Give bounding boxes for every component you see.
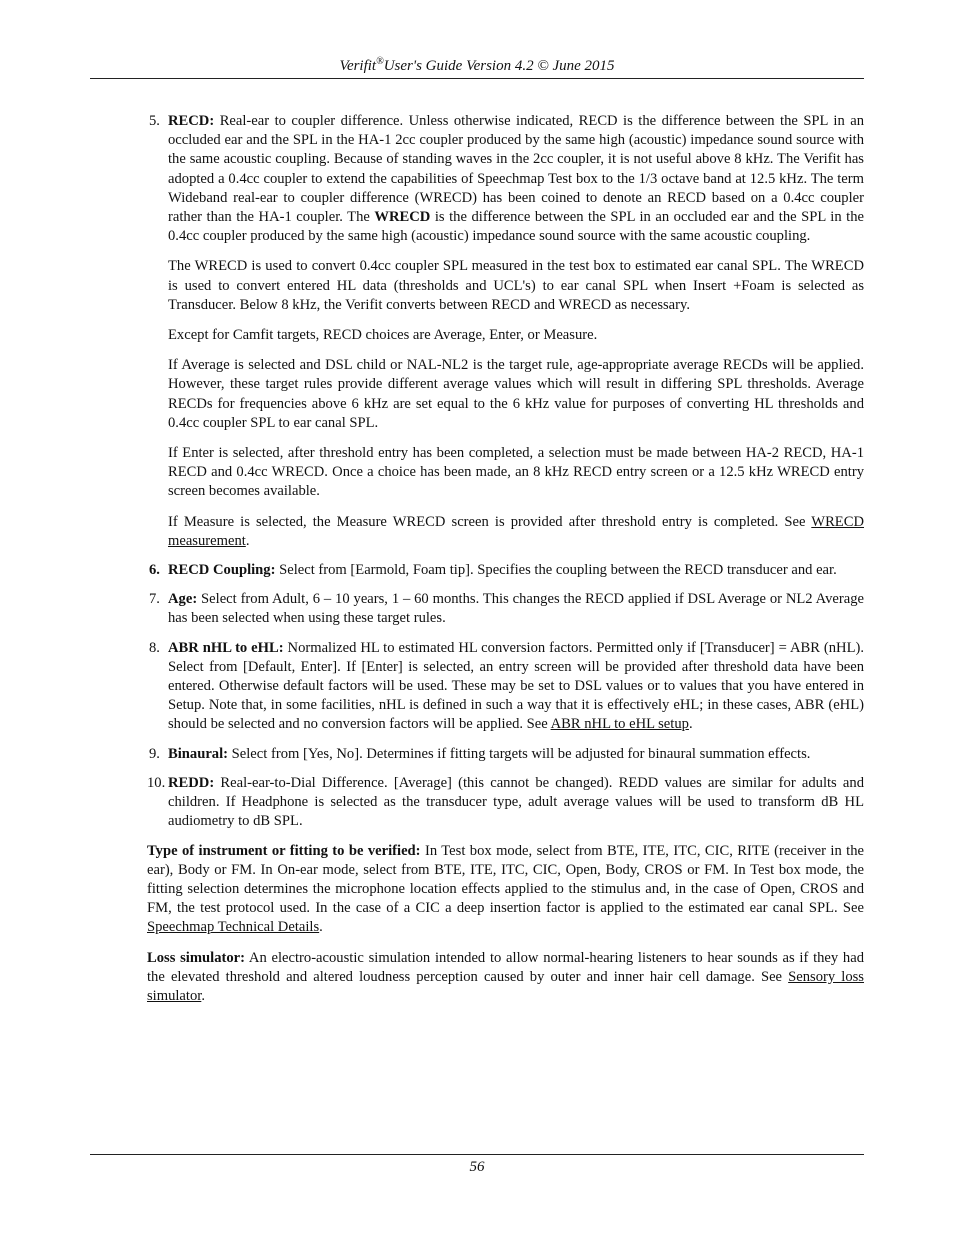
item-number: 10. — [147, 774, 166, 791]
item-number: 5. — [149, 113, 160, 129]
item-term: Age: — [168, 591, 198, 608]
text: Real-ear to coupler difference. Unless otherwise indicated, RECD is the difference between the SPL in an occluded ear and the SPL in the HA-1 2cc coupler produced by the same high (acoustic) impedance sound source with the same acoustic coupling. Because of standing waves in the 2cc coupler, it is not useful above 8 kHz. The Verifit has adopted a 0.4cc coupler to extend the capabilities of Speechmap Test box to the 1/3 octave band at 12.5 kHz. The term Wideband real-ear to coupler difference (WRECD) has been coined to denote an RECD based on a 0.4cc coupler rather than the HA-1 coupler. The — [168, 113, 864, 226]
loss-simulator-paragraph — [147, 949, 864, 1007]
instrument-paragraph — [147, 842, 864, 938]
text: In Test box mode, select from BTE, ITE, ITC, CIC, RITE (receiver in the ear), Body or FM. In On-ear mode, select from BTE, ITE, ITC, CIC, Open, Body, CROS or FM. In Test box mode, the fitting selection determines the microphone location effects applied to the stimulus and, in the case of Open, CROS and FM, the test protocol used. In the case of a CIC a deep insertion factor is applied to the estimated ear canal SPL. See — [147, 842, 864, 917]
registered-mark: ® — [376, 56, 384, 67]
item-term: REDD: — [168, 774, 215, 791]
text: Select from [Yes, No]. Determines if fitting targets will be adjusted for binaural summation effects. — [228, 745, 811, 762]
wrecd-term: WRECD — [374, 209, 431, 226]
loss-simulator-term: Loss simulator: — [147, 949, 245, 966]
header-rule — [90, 78, 864, 79]
header-brand: Verifit — [339, 58, 377, 74]
item-term: RECD Coupling: — [168, 562, 276, 579]
item-text — [168, 561, 864, 580]
text: . — [319, 919, 323, 936]
item-number: 8. — [149, 639, 160, 656]
text: Select from [Earmold, Foam tip]. Specifies the coupling between the RECD transducer and ear. — [275, 562, 837, 579]
text: Real-ear-to-Dial Difference. [Average] (this cannot be changed). REDD values are similar for adults and children. If Headphone is selected as the transducer type, adult average values will be used to transform dB HL audiometry to dB SPL. — [168, 774, 864, 830]
recd-paragraph-4: If Average is selected and DSL child or NAL-NL2 is the target rule, age-appropriate average RECDs will be applied. However, these target rules provide different average values which will result in differing SPL thresholds. Average RECDs for frequencies above 6 kHz are set equal to the 6 kHz value for purposes of converting HL thresholds and 0.4cc coupler SPL to ear canal SPL. — [168, 357, 864, 431]
recd-paragraph-2: The WRECD is used to convert 0.4cc coupler SPL measured in the test box to estimated ear canal SPL. The WRECD is used to convert entered HL data (thresholds and UCL's) to ear canal SPL when Insert +Foam is selected as Transducer. Below 8 kHz, the Verifit converts between RECD and WRECD as necessary. — [168, 258, 864, 313]
text: An electro-acoustic simulation intended to allow normal-hearing listeners to hear sounds as if they had the elevated threshold and altered loudness perception caused by outer and inner hair cell damage. See — [147, 949, 865, 985]
text: is the difference between the SPL in an occluded ear and the SPL in the 0.4cc coupler produced by the same high (acoustic) impedance sound source with the same acoustic coupling. — [168, 209, 864, 245]
recd-paragraph-1 — [168, 112, 864, 246]
text: . — [245, 532, 250, 549]
text: . — [688, 716, 693, 733]
item-term: RECD: — [168, 113, 215, 129]
text: If Measure is selected, the Measure WRECD screen is provided after threshold entry is completed. See — [168, 513, 812, 530]
item-text — [168, 774, 864, 832]
list-item-binaural — [147, 745, 864, 764]
recd-paragraph-6 — [168, 513, 864, 551]
recd-paragraph-5: If Enter is selected, after threshold entry has been completed, a selection must be made between HA-2 RECD, HA-1 RECD and 0.4cc WRECD. Once a choice has been made, an 8 kHz RECD entry screen or a 12.5 kHz WRECD entry screen becomes available. — [168, 445, 864, 500]
sensory-loss-simulator-link[interactable]: Sensory loss simulator — [147, 968, 864, 1004]
item-number: 6. — [149, 562, 160, 579]
list-item-abr — [147, 639, 864, 735]
recd-paragraph-3: Except for Camfit targets, RECD choices are Average, Enter, or Measure. — [168, 327, 598, 344]
speechmap-details-link[interactable]: Speechmap Technical Details — [147, 919, 320, 936]
footer-rule — [90, 1154, 864, 1155]
instrument-term: Type of instrument or fitting to be verified: — [147, 842, 421, 859]
item-number: 9. — [149, 745, 160, 762]
list-item-age — [147, 590, 864, 628]
text: . — [201, 987, 205, 1004]
list-item-redd — [147, 774, 864, 832]
abr-setup-link[interactable]: ABR nHL to eHL setup — [550, 716, 689, 733]
item-number: 7. — [149, 591, 160, 608]
text: Normalized HL to estimated HL conversion factors. Permitted only if [Transducer] = ABR (nHL). Select from [Default, Enter]. If [Enter] is selected, an entry screen will be provided after threshold data have been entered. Otherwise default factors will be used. These may be set to DSL values or to values that you have entered in Setup. Note that, in some facilities, nHL is defined in such a way that it is effectively eHL; in these cases, ABR (eHL) should be selected and no conversion factors will be applied. See — [168, 639, 865, 733]
page-content — [147, 112, 864, 1017]
item-term: ABR nHL to eHL: — [168, 639, 284, 656]
text: Select from Adult, 6 – 10 years, 1 – 60 months. This changes the RECD applied if DSL Average or NL2 Average has been selected when using these target rules. — [168, 591, 864, 627]
item-text — [168, 590, 864, 628]
item-text — [168, 745, 864, 764]
header-title: User's Guide Version 4.2 © June 2015 — [383, 58, 615, 74]
wrecd-measurement-link[interactable]: WRECD measurement — [168, 513, 864, 549]
list-item-recd-coupling — [147, 561, 864, 580]
item-term: Binaural: — [168, 745, 229, 762]
page-number: 56 — [469, 1159, 485, 1175]
page-header — [90, 56, 864, 75]
item-text — [168, 639, 864, 735]
list-item-recd — [147, 112, 864, 551]
